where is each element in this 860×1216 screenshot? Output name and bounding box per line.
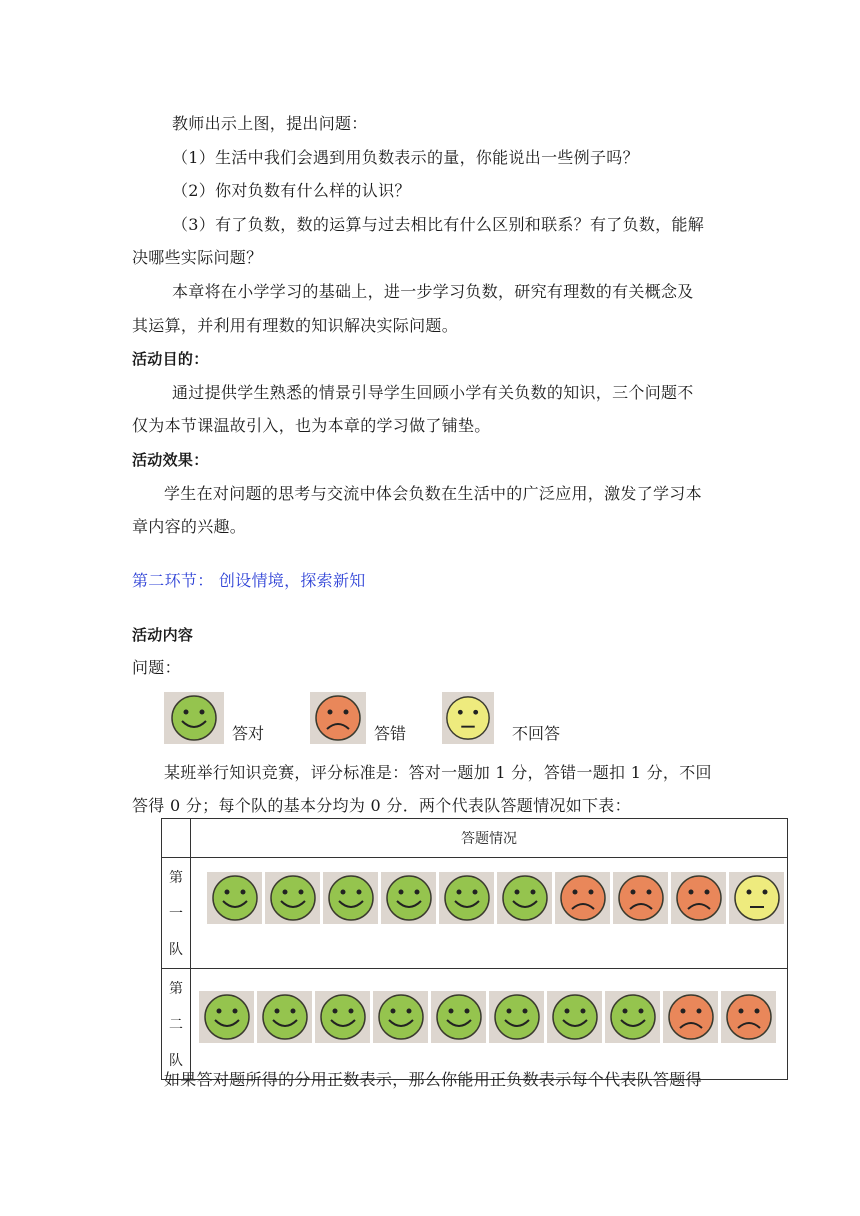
smiley-face-icon: [164, 692, 224, 744]
legend-no-answer-label: 不回答: [512, 724, 561, 743]
question-3-line-2: 决哪些实际问题？: [132, 248, 263, 267]
team-1-face-row: [207, 872, 787, 924]
legend-correct-label: 答对: [232, 724, 265, 743]
table-header: 答题情况: [191, 819, 788, 858]
smiley-face-icon: [497, 872, 552, 924]
frowning-face-icon: [663, 991, 718, 1043]
activity-effect-heading: 活动效果：: [132, 451, 209, 469]
question-3-line-1: （3）有了负数，数的运算与过去相比有什么区别和联系？有了负数，能解: [172, 215, 705, 234]
neutral-face-icon: [729, 872, 784, 924]
section-heading: 第二环节： 创设情境，探索新知: [132, 571, 366, 590]
question-1: （1）生活中我们会遇到用负数表示的量，你能说出一些例子吗？: [172, 148, 639, 167]
contest-line-2: 答得 0 分；每个队的基本分均为 0 分．两个代表队答题情况如下表：: [132, 796, 631, 815]
contest-line-1: 某班举行知识竞赛，评分标准是：答对一题加 1 分，答错一题扣 1 分，不回: [164, 763, 712, 782]
team-1-answers: [191, 858, 788, 969]
question-2: （2）你对负数有什么样的认识？: [172, 181, 411, 200]
smiley-face-icon: [489, 991, 544, 1043]
frowning-face-icon: [310, 692, 366, 744]
smiley-face-icon: [381, 872, 436, 924]
legend-wrong: [310, 692, 406, 744]
answer-table: [161, 818, 788, 1080]
intro-line-2: 其运算，并利用有理数的知识解决实际问题。: [132, 316, 459, 335]
smiley-face-icon: [323, 872, 378, 924]
activity-purpose-heading: 活动目的：: [132, 350, 209, 368]
team-2-label: 第 二 队: [162, 969, 191, 1080]
smiley-face-icon: [439, 872, 494, 924]
intro-line-1: 本章将在小学学习的基础上，进一步学习负数，研究有理数的有关概念及: [172, 282, 694, 301]
smiley-face-icon: [199, 991, 254, 1043]
activity-content-heading: 活动内容: [132, 626, 194, 644]
team-2-face-row: [199, 991, 787, 1043]
purpose-line-1: 通过提供学生熟悉的情景引导学生回顾小学有关负数的知识，三个问题不: [172, 383, 694, 402]
neutral-face-icon: [442, 692, 494, 744]
legend-correct: [164, 692, 264, 744]
smiley-face-icon: [257, 991, 312, 1043]
purpose-line-2: 仅为本节课温故引入，也为本章的学习做了铺垫。: [132, 416, 491, 435]
smiley-face-icon: [605, 991, 660, 1043]
team-2-answers: [191, 969, 788, 1080]
effect-line-1: 学生在对问题的思考与交流中体会负数在生活中的广泛应用，激发了学习本: [164, 484, 702, 503]
effect-line-2: 章内容的兴趣。: [132, 517, 247, 536]
smiley-face-icon: [547, 991, 602, 1043]
table-corner-cell: [162, 819, 191, 858]
smiley-face-icon: [431, 991, 486, 1043]
frowning-face-icon: [613, 872, 668, 924]
legend-no-answer: [442, 692, 560, 744]
smiley-face-icon: [373, 991, 428, 1043]
smiley-face-icon: [315, 991, 370, 1043]
paragraph-teacher-shows: 教师出示上图，提出问题：: [172, 114, 368, 133]
legend-wrong-label: 答错: [374, 724, 407, 743]
smiley-face-icon: [207, 872, 262, 924]
frowning-face-icon: [721, 991, 776, 1043]
team-1-label: 第 一 队: [162, 858, 191, 969]
question-label: 问题：: [132, 658, 181, 677]
final-line: 如果答对题所得的分用正数表示，那么你能用正负数表示每个代表队答题得: [164, 1070, 702, 1089]
smiley-face-icon: [265, 872, 320, 924]
frowning-face-icon: [671, 872, 726, 924]
frowning-face-icon: [555, 872, 610, 924]
